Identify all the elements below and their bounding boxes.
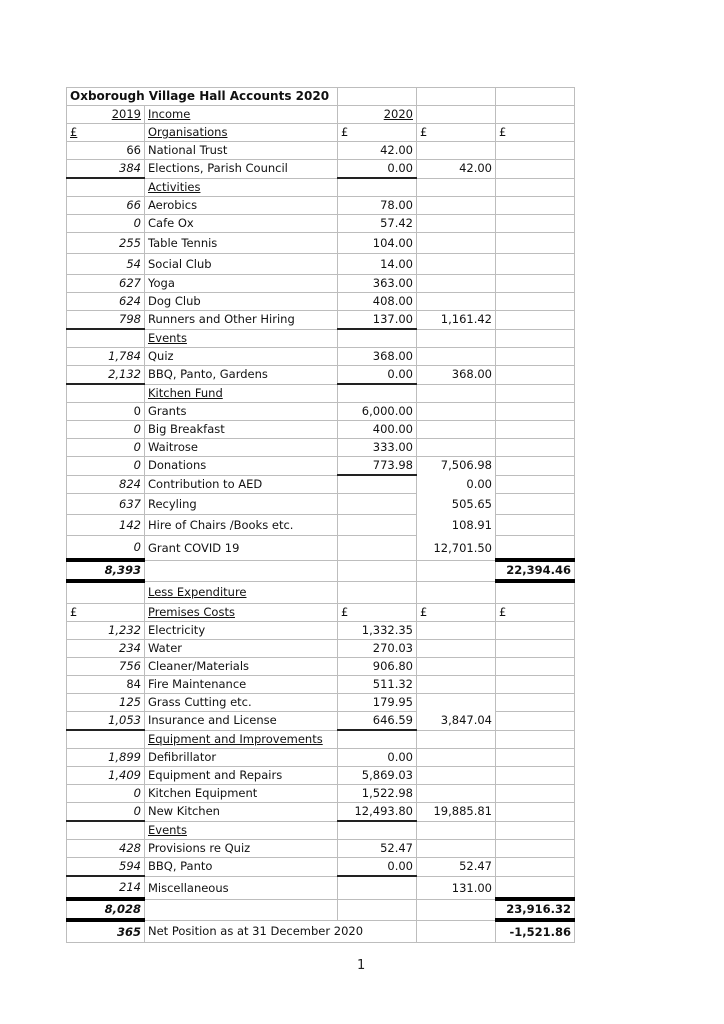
table-row (67, 215, 575, 233)
amount: 0.00 (338, 749, 417, 767)
table-row (67, 840, 575, 858)
amount: 773.98 (338, 457, 417, 476)
currency-row (67, 124, 575, 142)
amount: 57.42 (338, 215, 417, 233)
subtotal: 12,701.50 (417, 536, 496, 561)
prev-value: 66 (67, 142, 145, 160)
prev-value: 624 (67, 293, 145, 311)
row-label: Contribution to AED (145, 475, 338, 494)
subtotal: 108.91 (417, 515, 496, 536)
subtotal: 0.00 (417, 475, 496, 494)
prev-value: 0 (67, 457, 145, 476)
row-label: Aerobics (145, 197, 338, 215)
row-label: BBQ, Panto (145, 858, 338, 877)
amount: 0.00 (338, 366, 417, 385)
amount: 1,522.98 (338, 785, 417, 803)
amount: 42.00 (338, 142, 417, 160)
table-row (67, 160, 575, 179)
table-row (67, 348, 575, 366)
prev-value: 214 (67, 876, 145, 899)
table-row (67, 439, 575, 457)
subtotal: 52.47 (417, 858, 496, 877)
subtotal: 19,885.81 (417, 803, 496, 822)
prev-value: 125 (67, 694, 145, 712)
row-label: Fire Maintenance (145, 676, 338, 694)
row-label: New Kitchen (145, 803, 338, 822)
prev-value: 384 (67, 160, 145, 179)
row-label: Grass Cutting etc. (145, 694, 338, 712)
amount: 400.00 (338, 421, 417, 439)
amount: 0.00 (338, 858, 417, 877)
document-title: Oxborough Village Hall Accounts 2020 (67, 88, 338, 106)
row-label: Cleaner/Materials (145, 658, 338, 676)
table-row (67, 311, 575, 330)
expenditure-heading: Less Expenditure (148, 585, 247, 600)
table-row (67, 403, 575, 421)
section-heading-row (67, 821, 575, 840)
amount: 333.00 (338, 439, 417, 457)
prev-value: 66 (67, 197, 145, 215)
prev-value: 756 (67, 658, 145, 676)
subtotal: 505.65 (417, 494, 496, 515)
row-label: Elections, Parish Council (145, 160, 338, 179)
row-label: Waitrose (145, 439, 338, 457)
row-label: Dog Club (145, 293, 338, 311)
row-label: Grant COVID 19 (145, 536, 338, 561)
expenditure-total-row (67, 899, 575, 920)
table-row (67, 712, 575, 731)
row-label: Runners and Other Hiring (145, 311, 338, 330)
row-label: Grants (145, 403, 338, 421)
table-row (67, 676, 575, 694)
subtotal: 368.00 (417, 366, 496, 385)
prev-value: 637 (67, 494, 145, 515)
amount: 0.00 (338, 160, 417, 179)
currency-symbol: £ (338, 124, 417, 142)
table-row (67, 803, 575, 822)
table-row (67, 640, 575, 658)
amount: 6,000.00 (338, 403, 417, 421)
table-row (67, 622, 575, 640)
table-row (67, 858, 575, 877)
prev-value: 142 (67, 515, 145, 536)
prev-value: 0 (67, 536, 145, 561)
net-position-row (67, 920, 575, 943)
table-row (67, 767, 575, 785)
prev-value: 2,132 (67, 366, 145, 385)
table-row (67, 366, 575, 385)
currency-symbol: £ (70, 125, 78, 139)
row-label: Defibrillator (145, 749, 338, 767)
amount: 270.03 (338, 640, 417, 658)
subtotal: 1,161.42 (417, 311, 496, 330)
row-label: Hire of Chairs /Books etc. (145, 515, 338, 536)
accounts-table (66, 87, 575, 943)
row-label: National Trust (145, 142, 338, 160)
row-label: Electricity (145, 622, 338, 640)
currency-symbol: £ (496, 604, 575, 622)
table-row (67, 197, 575, 215)
page-number: 1 (357, 958, 366, 973)
table-row (67, 421, 575, 439)
table-row (67, 142, 575, 160)
table-row (67, 233, 575, 254)
income-heading: Income (148, 107, 191, 121)
table-row (67, 515, 575, 536)
row-label: Cafe Ox (145, 215, 338, 233)
net-prev: 365 (67, 920, 145, 943)
row-label: Kitchen Equipment (145, 785, 338, 803)
amount: 408.00 (338, 293, 417, 311)
prev-value: 594 (67, 858, 145, 877)
prev-value: 1,409 (67, 767, 145, 785)
amount: 368.00 (338, 348, 417, 366)
amount: 511.32 (338, 676, 417, 694)
prev-value: 1,784 (67, 348, 145, 366)
amount: 179.95 (338, 694, 417, 712)
income-total: 22,394.46 (496, 560, 575, 581)
section-heading-row (67, 329, 575, 348)
prev-value: 0 (67, 785, 145, 803)
section-heading: Kitchen Fund (148, 385, 223, 400)
row-label: Table Tennis (145, 233, 338, 254)
prev-value: 0 (67, 803, 145, 822)
amount: 906.80 (338, 658, 417, 676)
table-row (67, 694, 575, 712)
amount: 646.59 (338, 712, 417, 731)
prev-value: 255 (67, 233, 145, 254)
table-row (67, 275, 575, 293)
section-heading-row (67, 384, 575, 403)
subtotal: 3,847.04 (417, 712, 496, 731)
prev-value: 234 (67, 640, 145, 658)
section-heading: Equipment and Improvements (148, 731, 323, 746)
prev-value: 1,232 (67, 622, 145, 640)
income-total-prev: 8,393 (67, 560, 145, 581)
amount: 104.00 (338, 233, 417, 254)
prev-value: 0 (67, 439, 145, 457)
prev-value: 0 (67, 215, 145, 233)
amount: 14.00 (338, 254, 417, 275)
amount: 52.47 (338, 840, 417, 858)
row-label: Insurance and License (145, 712, 338, 731)
amount: 12,493.80 (338, 803, 417, 822)
row-label: Miscellaneous (145, 876, 338, 899)
amount: 1,332.35 (338, 622, 417, 640)
currency-row (67, 604, 575, 622)
prev-value: 1,899 (67, 749, 145, 767)
row-label: Yoga (145, 275, 338, 293)
table-row (67, 254, 575, 275)
prev-value: 84 (67, 676, 145, 694)
title-row (67, 88, 575, 106)
expenditure-total: 23,916.32 (496, 899, 575, 920)
subtotal: 131.00 (417, 876, 496, 899)
amount: 363.00 (338, 275, 417, 293)
table-row (67, 658, 575, 676)
table-row (67, 876, 575, 899)
net-position: -1,521.86 (496, 920, 575, 943)
section-heading-row (67, 581, 575, 604)
currency-symbol: £ (417, 604, 496, 622)
currency-symbol: £ (496, 124, 575, 142)
row-label: Quiz (145, 348, 338, 366)
amount: 137.00 (338, 311, 417, 330)
section-heading: Events (148, 822, 187, 837)
income-total-row (67, 560, 575, 581)
year-curr-header: 2020 (383, 107, 413, 121)
section-heading: Premises Costs (148, 605, 235, 619)
section-heading: Events (148, 330, 187, 345)
table-row (67, 457, 575, 476)
section-heading-row (67, 730, 575, 749)
expenditure-total-prev: 8,028 (67, 899, 145, 920)
prev-value: 428 (67, 840, 145, 858)
row-label: BBQ, Panto, Gardens (145, 366, 338, 385)
section-heading: Organisations (148, 125, 228, 139)
amount: 78.00 (338, 197, 417, 215)
prev-value: 0 (67, 421, 145, 439)
table-row (67, 293, 575, 311)
section-heading-row (67, 178, 575, 197)
prev-value: 824 (67, 475, 145, 494)
subtotal: 7,506.98 (417, 457, 496, 476)
row-label: Donations (145, 457, 338, 476)
prev-value: 798 (67, 311, 145, 330)
table-row (67, 536, 575, 561)
table-row (67, 785, 575, 803)
row-label: Big Breakfast (145, 421, 338, 439)
row-label: Social Club (145, 254, 338, 275)
row-label: Water (145, 640, 338, 658)
year-prev-header: 2019 (111, 107, 141, 121)
table-row (67, 475, 575, 494)
section-heading: Activities (148, 179, 201, 194)
table-row (67, 494, 575, 515)
amount: 5,869.03 (338, 767, 417, 785)
currency-symbol: £ (338, 604, 417, 622)
net-position-label: Net Position as at 31 December 2020 (145, 920, 417, 943)
prev-value: 627 (67, 275, 145, 293)
row-label: Provisions re Quiz (145, 840, 338, 858)
currency-symbol: £ (417, 124, 496, 142)
prev-value: 0 (67, 403, 145, 421)
row-label: Recyling (145, 494, 338, 515)
table-row (67, 749, 575, 767)
header-row (67, 106, 575, 124)
subtotal: 42.00 (417, 160, 496, 179)
currency-symbol: £ (67, 604, 145, 622)
prev-value: 1,053 (67, 712, 145, 731)
row-label: Equipment and Repairs (145, 767, 338, 785)
prev-value: 54 (67, 254, 145, 275)
